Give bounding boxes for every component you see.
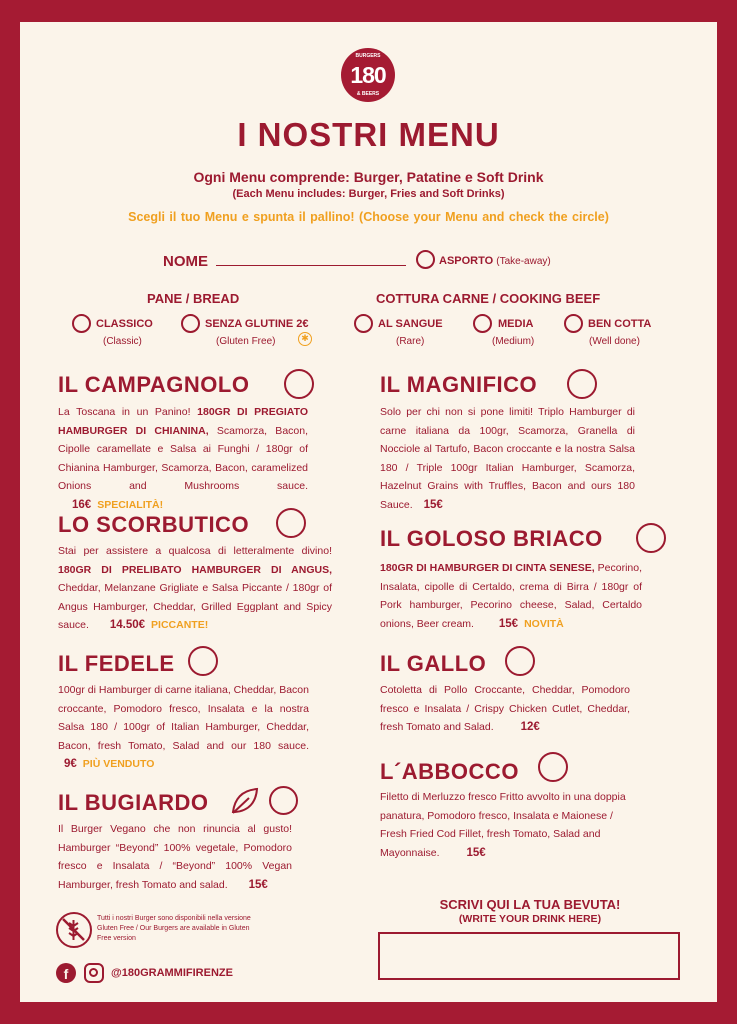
asporto-label: ASPORTO — [439, 255, 494, 267]
gallo-price: 12€ — [520, 721, 540, 733]
burger-fedele-desc — [58, 681, 309, 774]
social-handle: @180GRAMMIFIRENZE — [111, 967, 233, 979]
asporto-option — [439, 255, 551, 267]
cooking-medium-sub: (Medium) — [492, 336, 535, 347]
campagnolo-bold: 180GR DI PREGIATO HAMBURGER DI CHIANINA, — [58, 406, 309, 437]
subtitle-en: (Each Menu includes: Burger, Fries and Soft Drinks) — [232, 188, 505, 200]
cooking-rare-checkbox[interactable] — [354, 314, 373, 333]
leaf-icon — [229, 786, 261, 816]
cooking-heading: COTTURA CARNE / COOKING BEEF — [376, 291, 601, 306]
cooking-rare-sub: (Rare) — [396, 336, 425, 347]
burger-abbocco-desc — [380, 788, 626, 862]
burger-gallo-desc — [380, 681, 630, 737]
burger-abbocco-checkbox[interactable] — [538, 752, 568, 782]
burger-scorbutico-desc — [58, 542, 332, 635]
page-title: I NOSTRI MENU — [237, 116, 500, 153]
facebook-icon[interactable]: f — [56, 963, 76, 983]
burger-campagnolo-name: IL CAMPAGNOLO — [58, 372, 250, 397]
drink-input-box[interactable] — [378, 932, 680, 980]
wheat-icon: ✱ — [298, 332, 312, 346]
burger-magnifico-checkbox[interactable] — [567, 369, 597, 399]
cooking-well-done-label: BEN COTTA — [588, 318, 652, 330]
gluten-note: Tutti i nostri Burger sono disponibili nella versione Gluten Free / Our Burgers are available in Gluten Free version — [97, 915, 251, 942]
scorbutico-intro: Stai per assistere a qualcosa di letteralmente divino! — [58, 545, 332, 557]
bugiardo-price: 15€ — [248, 878, 268, 891]
burger-gallo-checkbox[interactable] — [505, 646, 535, 676]
fedele-text: 100gr di Hamburger di carne italiana, Cheddar, Bacon croccante, Pomodoro fresco, Insalata e la nostra Salsa 180 / 100gr of Italian Hamburger, Cheddar, Bacon, fresh Tomato, Salad and our 180 sauce. — [58, 684, 309, 752]
nome-label: NOME — [163, 253, 208, 270]
scorbutico-bold: 180GR DI PRELIBATO HAMBURGER DI ANGUS, — [58, 563, 332, 576]
logo-number: 180 — [350, 62, 386, 88]
scorbutico-price: 14.50€ — [109, 619, 146, 631]
cooking-medium-label: MEDIA — [498, 318, 534, 330]
scorbutico-text: Cheddar, Melanzane Grigliate e Salsa Piccante / 180gr of Angus Hamburger, Cheddar, Grilled Eggplant and Spicy sauce. — [58, 582, 332, 631]
campagnolo-price: 16€ — [72, 498, 92, 511]
goloso-bold: 180GR DI HAMBURGER DI CINTA SENESE, — [380, 562, 595, 574]
asporto-checkbox[interactable] — [416, 250, 435, 269]
burger-campagnolo-desc — [58, 403, 308, 514]
fedele-tag: PIÙ VENDUTO — [82, 758, 155, 770]
bread-gluten-free-checkbox[interactable] — [181, 314, 200, 333]
burger-goloso-desc — [380, 559, 642, 633]
fedele-price: 9€ — [64, 758, 77, 770]
burger-fedele-name: IL FEDELE — [58, 651, 175, 676]
burger-campagnolo-checkbox[interactable] — [284, 369, 314, 399]
bread-classico-sub: (Classic) — [103, 336, 142, 347]
abbocco-text: Filetto di Merluzzo fresco Fritto avvolto in una doppia panatura, Pomodoro fresco, Insalata e Maionese / Fresh Fried Cod Fillet, fresh Tomato, Salad and Mayonnaise. — [380, 791, 626, 859]
menu-page — [20, 22, 717, 1002]
burger-bugiardo-name: IL BUGIARDO — [58, 790, 209, 815]
cooking-well-done-checkbox[interactable] — [564, 314, 583, 333]
burger-gallo-name: IL GALLO — [380, 651, 487, 676]
campagnolo-intro: La Toscana in un Panino! — [58, 406, 191, 418]
bread-classico-checkbox[interactable] — [72, 314, 91, 333]
nome-input-line[interactable] — [216, 252, 406, 266]
cooking-rare-label: AL SANGUE — [378, 318, 443, 330]
bread-heading: PANE / BREAD — [147, 291, 240, 306]
burger-goloso-name: IL GOLOSO BRIACO — [380, 526, 603, 551]
subtitle-it: Ogni Menu comprende: Burger, Patatine e Soft Drink — [193, 169, 544, 185]
drink-title: SCRIVI QUI LA TUA BEVUTA! — [439, 897, 621, 912]
burger-magnifico-name: IL MAGNIFICO — [380, 372, 538, 397]
burger-abbocco-name: L´ABBOCCO — [380, 759, 519, 784]
gluten-free-icon — [56, 912, 92, 948]
burger-fedele-checkbox[interactable] — [188, 646, 218, 676]
bugiardo-text: Il Burger Vegano che non rinuncia al gusto! Hamburger “Beyond” 100% vegetale, Pomodoro fresco e Insalata / “Beyond” 100% Vegan Hamburger, fresh Tomato and salad. — [58, 823, 292, 891]
instruction: Scegli il tuo Menu e spunta il pallino! (Choose your Menu and check the circle) — [128, 210, 609, 224]
asporto-sub: (Take-away) — [496, 256, 551, 267]
goloso-tag: NOVITÀ — [524, 617, 564, 630]
burger-scorbutico-name: LO SCORBUTICO — [58, 512, 250, 537]
burger-magnifico-desc — [380, 403, 635, 514]
burger-bugiardo-checkbox[interactable] — [269, 786, 298, 815]
goloso-text: Pecorino, Insalata, cipolle di Certaldo, crema di Birra / 180gr of Pork hamburger, Pecorino cheese, Salad, Certaldo onions, Beer cream. — [380, 562, 642, 630]
drink-subtitle: (WRITE YOUR DRINK HERE) — [458, 913, 602, 925]
burger-bugiardo-desc — [58, 820, 292, 894]
bread-classico-label: CLASSICO — [96, 318, 153, 330]
campagnolo-text: Scamorza, Bacon, Cipolle caramellate e Salsa ai Funghi / 180gr of Chianina Hamburger, Scamorza, Bacon, caramelized Onions and Mushrooms sauce. — [58, 424, 309, 492]
goloso-price: 15€ — [498, 617, 519, 630]
magnifico-text: Solo per chi non si pone limiti! Triplo Hamburger di carne italiana da 100gr, Scamorza, Granella di Nocciole al Tartufo, Bacon croccante e la nostra Salsa 180 / Triple 100gr Italian Hamburger, Scamorza, Hazelnut Grains with Truffles, Bacon and ours 180 Sauce. — [380, 406, 635, 511]
gallo-text: Cotoletta di Pollo Croccante, Cheddar, Pomodoro fresco e Insalata / Crispy Chicken Cutlet, Cheddar, fresh Tomato and Salad. — [380, 684, 630, 733]
bread-gluten-free-label: SENZA GLUTINE 2€ — [205, 318, 309, 330]
burger-goloso-checkbox[interactable] — [636, 523, 666, 553]
logo-top-text: BURGERS — [355, 53, 381, 59]
abbocco-price: 15€ — [466, 846, 486, 859]
burger-scorbutico-checkbox[interactable] — [276, 508, 306, 538]
instagram-icon[interactable] — [84, 963, 104, 983]
scorbutico-tag: PICCANTE! — [151, 619, 209, 631]
logo-bottom-text: & BEERS — [356, 91, 380, 97]
magnifico-price: 15€ — [423, 498, 443, 511]
cooking-well-done-sub: (Well done) — [589, 336, 640, 347]
cooking-medium-checkbox[interactable] — [473, 314, 492, 333]
bread-gluten-free-sub: (Gluten Free) — [216, 336, 276, 347]
campagnolo-tag: SPECIALITÀ! — [97, 498, 164, 511]
logo — [341, 48, 395, 102]
